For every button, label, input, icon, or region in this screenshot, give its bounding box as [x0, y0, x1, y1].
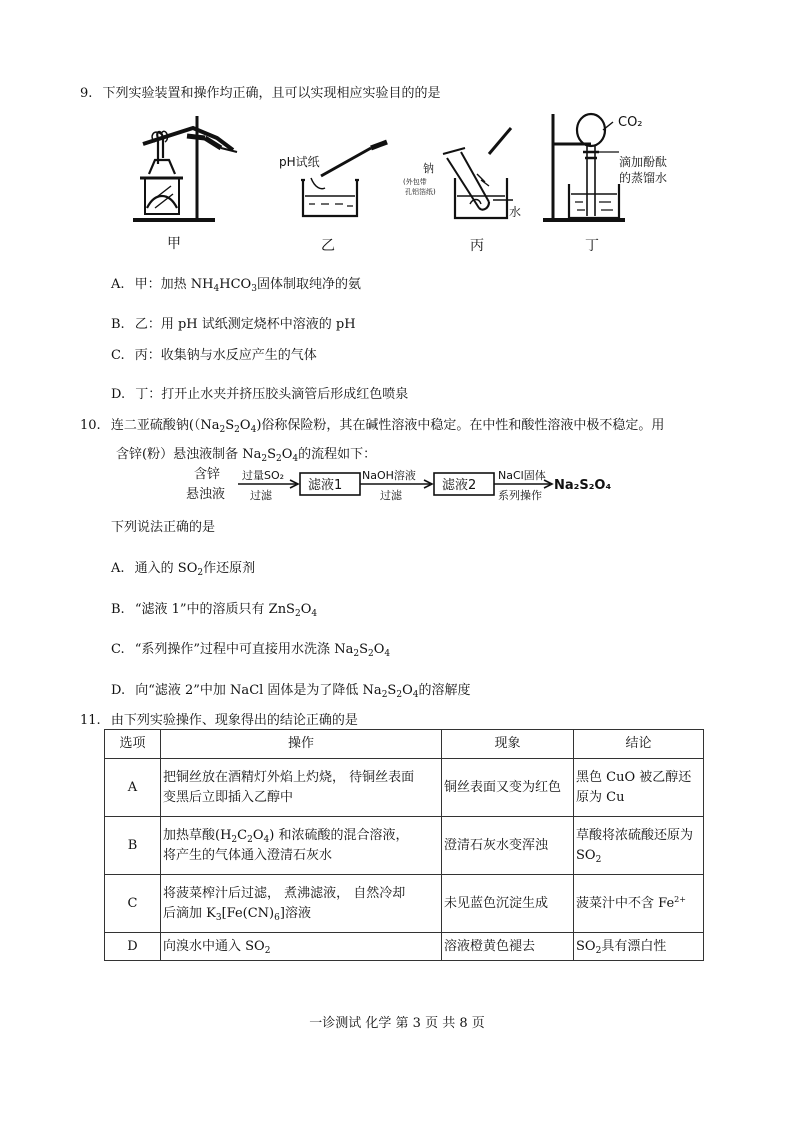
table-row [105, 933, 704, 961]
q9-option-a: A. 甲：加热 $NH_4HCO_3$固体制取纯净的氨 [111, 277, 361, 294]
table-row [105, 759, 704, 817]
label-sodium-note-1: (外包带 [403, 178, 427, 186]
flow-arrow-2-top: NaOH溶液 [362, 469, 416, 482]
flow-start-2: 悬浊液 [186, 487, 226, 502]
row-label: D [105, 933, 161, 961]
q10-option-b: B. “滤液 1”中的溶质只有 $ZnS_2O_4$ [111, 602, 318, 619]
q10-option-c: C. “系列操作”过程中可直接用水洗涤 $Na_2S_2O_4$ [111, 642, 391, 659]
flow-arrow-2-bottom: 过滤 [380, 489, 402, 502]
label-phenolphthalein-2: 的蒸馏水 [619, 171, 668, 185]
q9-option-d: D. 丁：打开止水夹并挤压胶头滴管后形成红色喷泉 [111, 387, 409, 402]
apparatus-ding [543, 114, 625, 220]
question-number: 11. [80, 713, 101, 728]
row-conclusion: $SO_2$具有漂白性 [574, 933, 704, 961]
row-phenomenon: 溶液橙黄色褪去 [442, 933, 574, 961]
header-phenomenon: 现象 [442, 730, 574, 759]
flow-product: Na₂S₂O₄ [554, 478, 612, 493]
row-operation: 把铜丝放在酒精灯外焰上灼烧， 待铜丝表面 变黑后立即插入乙醇中 [161, 759, 442, 817]
row-operation: 向溴水中通入 $SO_2$ [161, 933, 442, 961]
header-operation: 操作 [161, 730, 442, 759]
q10-flow-diagram [180, 460, 620, 510]
option-letter: B. [111, 317, 125, 332]
option-letter: D. [111, 387, 126, 402]
q10-prompt: 下列说法正确的是 [111, 520, 216, 535]
question-text: 下列实验装置和操作均正确，且可以实现相应实验目的的是 [102, 86, 441, 101]
row-conclusion: 草酸将浓硫酸还原为 $SO_2$ [574, 817, 704, 875]
option-letter: B. [111, 602, 125, 617]
apparatus-jia [133, 116, 237, 220]
question-number: 10. [80, 418, 101, 433]
label-yi: 乙 [321, 238, 335, 254]
question-number: 9. [80, 86, 93, 101]
label-co2: CO₂ [618, 115, 643, 130]
table-row [105, 817, 704, 875]
q10-stem-line-2: 含锌(粉）悬浊液制备 $Na_2S_2O_4$的流程如下： [116, 447, 377, 464]
q10-option-a: A. 通入的 $SO_2$作还原剂 [111, 561, 256, 578]
q9-option-b: B. 乙：用 pH 试纸测定烧杯中溶液的 pH [111, 317, 356, 332]
row-label: A [105, 759, 161, 817]
option-letter: C. [111, 348, 125, 363]
q10-option-d: D. 向“滤液 2”中加 NaCl 固体是为了降低 $Na_2S_2O_4$的溶解度 [111, 683, 471, 700]
row-label: B [105, 817, 161, 875]
table-row [105, 875, 704, 933]
label-bing: 丙 [470, 238, 484, 254]
flow-arrow-1-bottom: 过滤 [250, 489, 272, 502]
flow-box-2-label: 滤液2 [442, 478, 477, 493]
option-letter: A. [111, 277, 125, 292]
option-letter: A. [111, 561, 125, 576]
q9-option-c: C. 丙：收集钠与水反应产生的气体 [111, 348, 317, 363]
flow-arrow-3-top: NaCl固体 [498, 469, 546, 482]
row-conclusion: 黑色 CuO 被乙醇还 原为 Cu [574, 759, 704, 817]
row-label: C [105, 875, 161, 933]
q9-stem [80, 82, 441, 101]
label-water: 水 [509, 205, 522, 219]
label-sodium: 钠 [423, 162, 434, 175]
apparatus-yi [301, 142, 387, 216]
option-letter: D. [111, 683, 126, 698]
label-ph-paper: pH试纸 [279, 155, 320, 169]
flow-arrow-3-bottom: 系列操作 [498, 489, 542, 502]
q11-results-table [104, 729, 704, 961]
q11-stem: 11. 由下列实验操作、现象得出的结论正确的是 [80, 713, 358, 728]
row-operation: 加热草酸$(H_2C_2O_4)$ 和浓硫酸的混合溶液， 将产生的气体通入澄清石灰水 [161, 817, 442, 875]
row-phenomenon: 铜丝表面又变为红色 [442, 759, 574, 817]
table-header-row [105, 730, 704, 759]
label-ding: 丁 [585, 238, 599, 254]
header-conclusion: 结论 [574, 730, 704, 759]
flow-box-1-label: 滤液1 [308, 478, 343, 493]
apparatus-bing [443, 128, 513, 218]
label-sodium-note-2: 孔铝箔纸) [405, 188, 436, 196]
flow-start-1: 含锌 [194, 467, 221, 482]
option-letter: C. [111, 642, 125, 657]
q9-apparatus-figure [125, 108, 725, 258]
label-jia: 甲 [167, 236, 181, 252]
flow-arrow-1-top: 过量SO₂ [242, 469, 285, 482]
label-phenolphthalein-1: 滴加酚酞 [619, 155, 668, 169]
page-footer: 一诊测试 化学 第 3 页 共 8 页 [309, 1016, 485, 1031]
row-conclusion: 菠菜汁中不含 $Fe^{2+}$ [574, 875, 704, 933]
row-operation: 将菠菜榨汁后过滤， 煮沸滤液， 自然冷却 后滴加 $K_3[Fe(CN)_6]$溶液 [161, 875, 442, 933]
q10-stem-line-1: 10. 连二亚硫酸钠($(Na_2S_2O_4)$俗称保险粉，其在碱性溶液中稳定。在中性和酸性溶液中极不稳定。用 [80, 418, 665, 435]
header-option: 选项 [105, 730, 161, 759]
row-phenomenon: 未见蓝色沉淀生成 [442, 875, 574, 933]
row-phenomenon: 澄清石灰水变浑浊 [442, 817, 574, 875]
